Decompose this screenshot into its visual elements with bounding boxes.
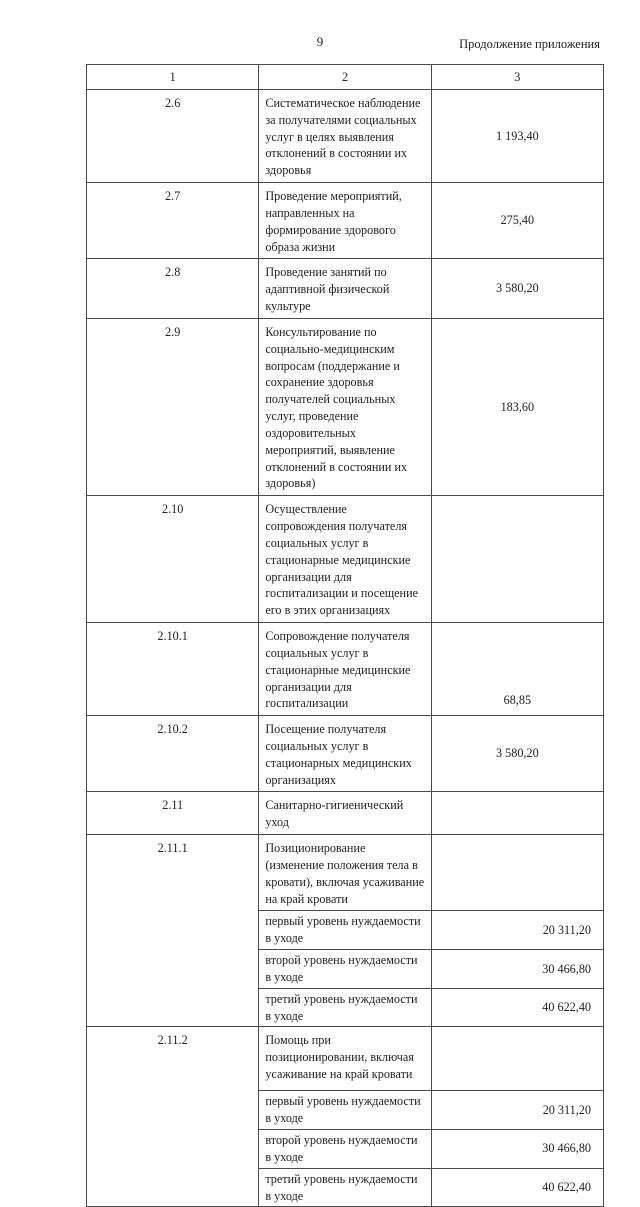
row-description: Систематическое наблюдение за получателями социальных услуг в целях выявления отклонений в состоянии их здоровья [259,90,431,183]
level-label: первый уровень нуждаемости в уходе [259,1091,431,1130]
level-label: третий уровень нуждаемости в уходе [259,988,431,1027]
services-table [86,64,604,1207]
row-value [431,835,603,911]
row-number: 2.9 [87,318,259,495]
table-row [87,1027,604,1091]
row-value: 275,40 [431,183,603,259]
row-value: 1 193,40 [431,90,603,183]
table-row [87,318,604,495]
row-number: 2.11.2 [87,1027,259,1207]
row-value: 3 580,20 [431,259,603,318]
row-description: Проведение мероприятий, направленных на формирование здорового образа жизни [259,183,431,259]
level-value: 40 622,40 [431,988,603,1027]
row-description: Сопровождение получателя социальных услуг в стационарные медицинские организации для госпитализации [259,623,431,716]
column-header-desc: 2 [259,65,431,90]
row-description: Посещение получателя социальных услуг в стационарных медицинских организациях [259,716,431,792]
table-row [87,623,604,716]
level-value: 30 466,80 [431,1130,603,1169]
level-value: 30 466,80 [431,950,603,989]
column-header-value: 3 [431,65,603,90]
table-row [87,835,604,911]
level-label: первый уровень нуждаемости в уходе [259,911,431,950]
row-value: 3 580,20 [431,716,603,792]
table-row [87,259,604,318]
row-value: 183,60 [431,318,603,495]
row-number: 2.11 [87,792,259,835]
level-label: второй уровень нуждаемости в уходе [259,950,431,989]
row-value: 68,85 [431,623,603,716]
row-number: 2.7 [87,183,259,259]
table-row [87,183,604,259]
row-number: 2.10 [87,496,259,623]
row-description: Консультирование по социально-медицинским вопросам (поддержание и сохранение здоровья получателей социальных услуг, проведение оздоровительных мероприятий, выявление отклонений в состоянии их здоровья) [259,318,431,495]
table-row [87,716,604,792]
level-label: второй уровень нуждаемости в уходе [259,1130,431,1169]
row-value [431,496,603,623]
column-header-num: 1 [87,65,259,90]
row-value [431,792,603,835]
row-description: Проведение занятий по адаптивной физической культуре [259,259,431,318]
table-row [87,90,604,183]
page-number: 9 [316,34,324,49]
row-number: 2.8 [87,259,259,318]
level-label: третий уровень нуждаемости в уходе [259,1168,431,1207]
row-number: 2.10.2 [87,716,259,792]
level-value: 20 311,20 [431,911,603,950]
row-description: Помощь при позиционировании, включая усаживание на край кровати [259,1027,431,1091]
table-header-row [87,65,604,90]
row-number: 2.6 [87,90,259,183]
row-description: Осуществление сопровождения получателя социальных услуг в стационарные медицинские организации для госпитализации и посещение его в этих организациях [259,496,431,623]
row-number: 2.10.1 [87,623,259,716]
row-description: Позиционирование (изменение положения тела в кровати), включая усаживание на край кровати [259,835,431,911]
table-row [87,496,604,623]
row-description: Санитарно-гигиенический уход [259,792,431,835]
level-value: 40 622,40 [431,1168,603,1207]
row-value [431,1027,603,1091]
row-number: 2.11.1 [87,835,259,1027]
level-value: 20 311,20 [431,1091,603,1130]
table-row [87,792,604,835]
continuation-label: Продолжение приложения [459,37,600,51]
